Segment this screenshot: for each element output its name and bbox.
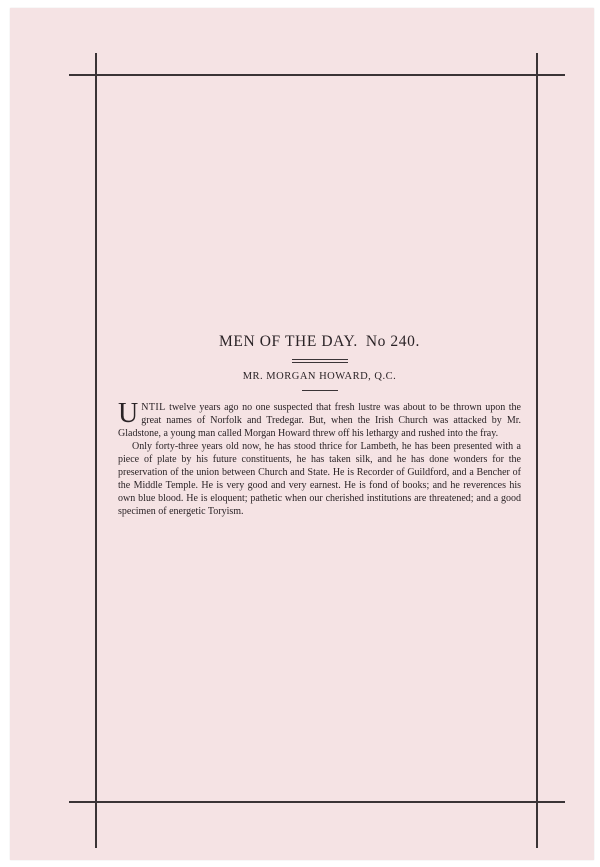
page-title — [118, 333, 521, 351]
subject-name: MR. MORGAN HOWARD, Q.C. — [242, 371, 397, 382]
subtitle-divider — [302, 390, 338, 391]
border-left-rule — [95, 53, 97, 848]
border-bottom-rule — [69, 801, 565, 803]
issue-number: No 240. — [365, 333, 420, 350]
border-top-rule — [69, 74, 565, 76]
border-right-rule — [536, 53, 538, 848]
page-sheet — [10, 8, 594, 860]
lead-word: NTIL — [141, 402, 166, 413]
paragraph-2: Only forty-three years old now, he has stood thrice for Lambeth, he has been presented with a piece of plate by his future constituents, he has taken silk, and he has done wonders for the preservation of the union between Church and State. He is Recorder of Guildford, and a Bencher of the Middle Temple. He is very good and very earnest. He is fond of books; and he reverences his own blue blood. He is eloquent; pathetic when our cherished institutions are threatened; and a good specimen of energetic Toryism. — [118, 441, 521, 517]
paragraph-1 — [118, 398, 521, 440]
article-body — [118, 398, 521, 518]
paragraph-1-text: twelve years ago no one suspected that fresh lustre was about to be thrown upon the great names of Norfolk and Tredegar. But, when the Irish Church was attacked by Mr. Gladstone, a young man called Morgan Howard threw off his lethargy and rushed into the fray. — [118, 402, 521, 439]
title-text: MEN OF THE DAY. — [219, 333, 358, 350]
title-divider — [292, 359, 348, 363]
drop-cap: U — [118, 398, 139, 429]
article-block — [118, 333, 521, 518]
